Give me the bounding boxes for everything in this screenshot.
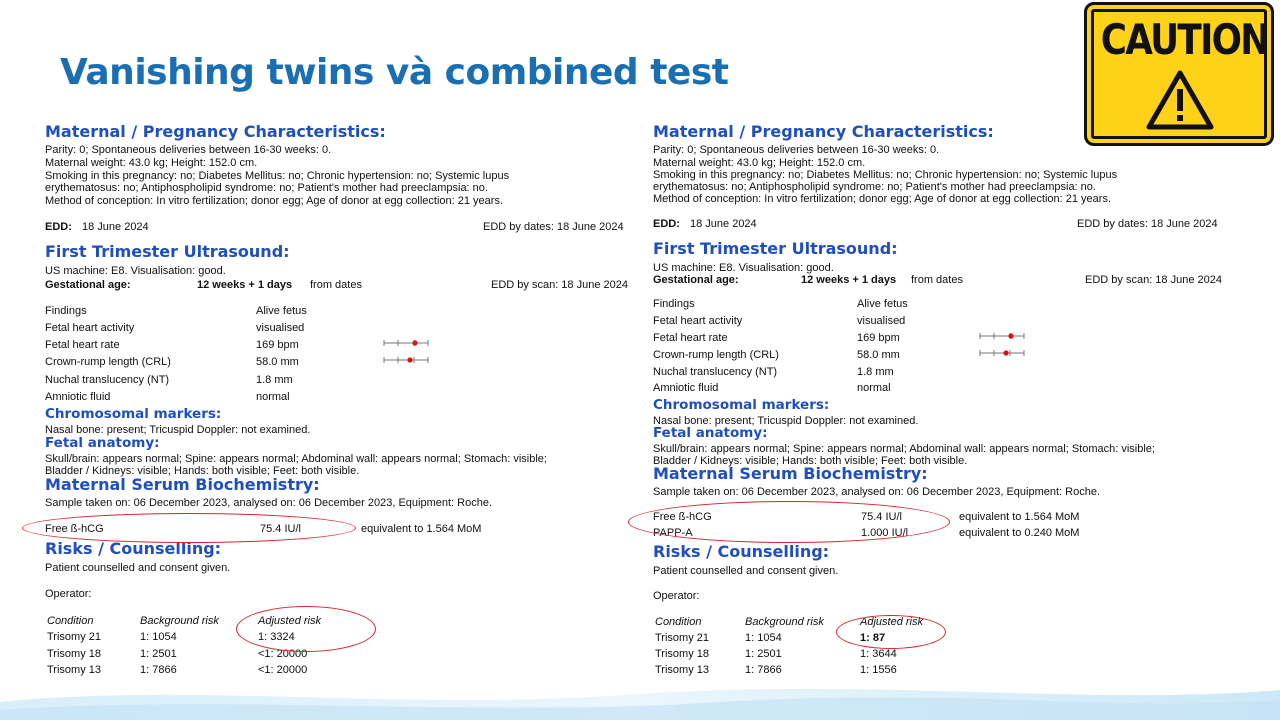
anatomy-title: Fetal anatomy: [45,435,160,451]
annotation-ellipse-risk-right [836,615,946,649]
finding-value: 169 bpm [857,332,900,344]
maternal-line: Maternal weight: 43.0 kg; Height: 152.0 cm. [45,157,258,169]
operator-label: Operator: [45,588,92,600]
sample-line: Sample taken on: 06 December 2023, analysed on: 06 December 2023, Equipment: Roche. [45,497,492,509]
operator-label: Operator: [653,590,700,602]
ga-label: Gestational age: [45,279,131,291]
finding-label: Nuchal translucency (NT) [653,366,778,378]
us-machine: US machine: E8. Visualisation: good. [45,265,226,277]
serum-title: Maternal Serum Biochemistry: [45,475,320,494]
chromo-title: Chromosomal markers: [45,406,222,422]
serum-mom: equivalent to 0.240 MoM [959,527,1080,539]
anatomy-line: Skull/brain: appears normal; Spine: appears normal; Abdominal wall: appears normal; Stomach: visible; [45,453,547,465]
annotation-ellipse-serum-right [628,501,950,543]
footer-wave [0,672,1280,720]
edd-value: 18 June 2024 [690,218,757,230]
serum-name: Free ß-hCG [653,511,712,523]
anatomy-title: Fetal anatomy: [653,425,768,441]
risk-condition: Trisomy 13 [47,664,101,676]
maternal-line: Method of conception: In vitro fertilization; donor egg; Age of donor at egg collection: 21 years. [653,193,1112,205]
serum-value: 75.4 IU/l [861,511,902,523]
risk-condition: Trisomy 21 [47,631,101,643]
anatomy-line: Bladder / Kidneys: visible; Hands: both visible; Feet: both visible. [653,455,968,467]
finding-value: 169 bpm [256,339,299,351]
ga-suffix: from dates [911,274,963,286]
finding-value: 1.8 mm [256,374,293,386]
serum-name: Free ß-hCG [45,523,104,535]
ga-value: 12 weeks + 1 days [801,274,897,286]
annotation-ellipse-serum-left [22,513,356,543]
edd-label: EDD: [653,218,680,230]
counsel-line: Patient counselled and consent given. [45,562,231,574]
risk-adjusted: <1: 20000 [258,664,308,676]
risk-adjusted: <1: 20000 [258,648,308,660]
right-report [653,0,1253,700]
maternal-line: erythematosus: no; Antiphospholipid syndrome: no; Patient's mother had preeclampsia: no. [653,181,1096,193]
edd-by-dates: EDD by dates: 18 June 2024 [1077,218,1218,230]
maternal-line: erythematosus: no; Antiphospholipid syndrome: no; Patient's mother had preeclampsia: no. [45,182,488,194]
finding-label: Fetal heart activity [45,322,135,334]
maternal-line: Parity: 0; Spontaneous deliveries between 16-30 weeks: 0. [45,144,332,156]
caution-label: CAUTION [1100,15,1269,64]
ga-label: Gestational age: [653,274,739,286]
finding-value: visualised [256,322,305,334]
finding-label: Crown-rump length (CRL) [653,349,779,361]
risk-header: Condition [47,615,94,627]
chromo-line: Nasal bone: present; Tricuspid Doppler: not examined. [45,424,311,436]
risk-background: 1: 1054 [140,631,177,643]
risk-condition: Trisomy 18 [47,648,101,660]
risks-title: Risks / Counselling: [653,542,830,561]
risk-background: 1: 2501 [140,648,177,660]
ultrasound-title: First Trimester Ultrasound: [653,239,898,258]
counsel-line: Patient counselled and consent given. [653,565,839,577]
risk-adjusted: 1: 87 [860,632,886,644]
ga-suffix: from dates [310,279,362,291]
risk-header: Adjusted risk [860,616,923,628]
edd-by-scan: EDD by scan: 18 June 2024 [491,279,628,291]
risks-title: Risks / Counselling: [45,539,222,558]
serum-value: 1.000 IU/l [861,527,909,539]
serum-mom: equivalent to 1.564 MoM [959,511,1080,523]
risk-background: 1: 7866 [745,664,782,676]
finding-label: Crown-rump length (CRL) [45,356,171,368]
finding-label: Fetal heart rate [45,339,120,351]
serum-name: PAPP-A [653,527,693,539]
risk-header: Background risk [140,615,219,627]
finding-value: Alive fetus [256,305,307,317]
finding-value: Alive fetus [857,298,908,310]
ga-value: 12 weeks + 1 days [197,279,293,291]
finding-label: Nuchal translucency (NT) [45,374,170,386]
risk-condition: Trisomy 21 [655,632,709,644]
left-report [45,0,632,700]
anatomy-line: Skull/brain: appears normal; Spine: appears normal; Abdominal wall: appears normal; Stomach: visible; [653,443,1155,455]
risk-header: Background risk [745,616,824,628]
finding-label: Amniotic fluid [653,382,719,394]
edd-value: 18 June 2024 [82,221,149,233]
edd-by-scan: EDD by scan: 18 June 2024 [1085,274,1222,286]
chromo-title: Chromosomal markers: [653,397,830,413]
risk-adjusted: 1: 3644 [860,648,897,660]
maternal-title: Maternal / Pregnancy Characteristics: [653,122,994,141]
risk-adjusted: 1: 1556 [860,664,897,676]
us-machine: US machine: E8. Visualisation: good. [653,262,834,274]
risk-background: 1: 7866 [140,664,177,676]
slide-title: Vanishing twins và combined test [60,52,729,93]
maternal-line: Smoking in this pregnancy: no; Diabetes Mellitus: no; Chronic hypertension: no; Systemic lupus [45,170,510,182]
ultrasound-title: First Trimester Ultrasound: [45,242,290,261]
maternal-line: Parity: 0; Spontaneous deliveries between 16-30 weeks: 0. [653,144,940,156]
risk-condition: Trisomy 18 [655,648,709,660]
finding-value: normal [857,382,891,394]
finding-value: 58.0 mm [256,356,299,368]
finding-value: 1.8 mm [857,366,894,378]
risk-header: Condition [655,616,702,628]
finding-label: Amniotic fluid [45,391,111,403]
edd-label: EDD: [45,221,72,233]
sample-line: Sample taken on: 06 December 2023, analysed on: 06 December 2023, Equipment: Roche. [653,486,1100,498]
range-markers [382,337,432,367]
annotation-ellipse-risk-left [236,606,376,652]
serum-mom: equivalent to 1.564 MoM [361,523,482,535]
maternal-line: Method of conception: In vitro fertilization; donor egg; Age of donor at egg collection: 21 years. [45,195,504,207]
finding-label: Findings [653,298,695,310]
maternal-title: Maternal / Pregnancy Characteristics: [45,122,386,141]
finding-label: Fetal heart activity [653,315,743,327]
risk-background: 1: 2501 [745,648,782,660]
range-markers [978,330,1028,360]
maternal-line: Maternal weight: 43.0 kg; Height: 152.0 cm. [653,157,866,169]
serum-value: 75.4 IU/l [260,523,301,535]
risk-condition: Trisomy 13 [655,664,709,676]
risk-header: Adjusted risk [258,615,321,627]
maternal-line: Smoking in this pregnancy: no; Diabetes Mellitus: no; Chronic hypertension: no; Systemic lupus [653,169,1118,181]
finding-label: Fetal heart rate [653,332,728,344]
serum-title: Maternal Serum Biochemistry: [653,464,928,483]
risk-adjusted: 1: 3324 [258,631,295,643]
anatomy-line: Bladder / Kidneys: visible; Hands: both visible; Feet: both visible. [45,465,360,477]
edd-by-dates: EDD by dates: 18 June 2024 [483,221,624,233]
chromo-line: Nasal bone: present; Tricuspid Doppler: not examined. [653,415,919,427]
finding-value: visualised [857,315,906,327]
risk-background: 1: 1054 [745,632,782,644]
finding-value: normal [256,391,290,403]
finding-label: Findings [45,305,87,317]
finding-value: 58.0 mm [857,349,900,361]
